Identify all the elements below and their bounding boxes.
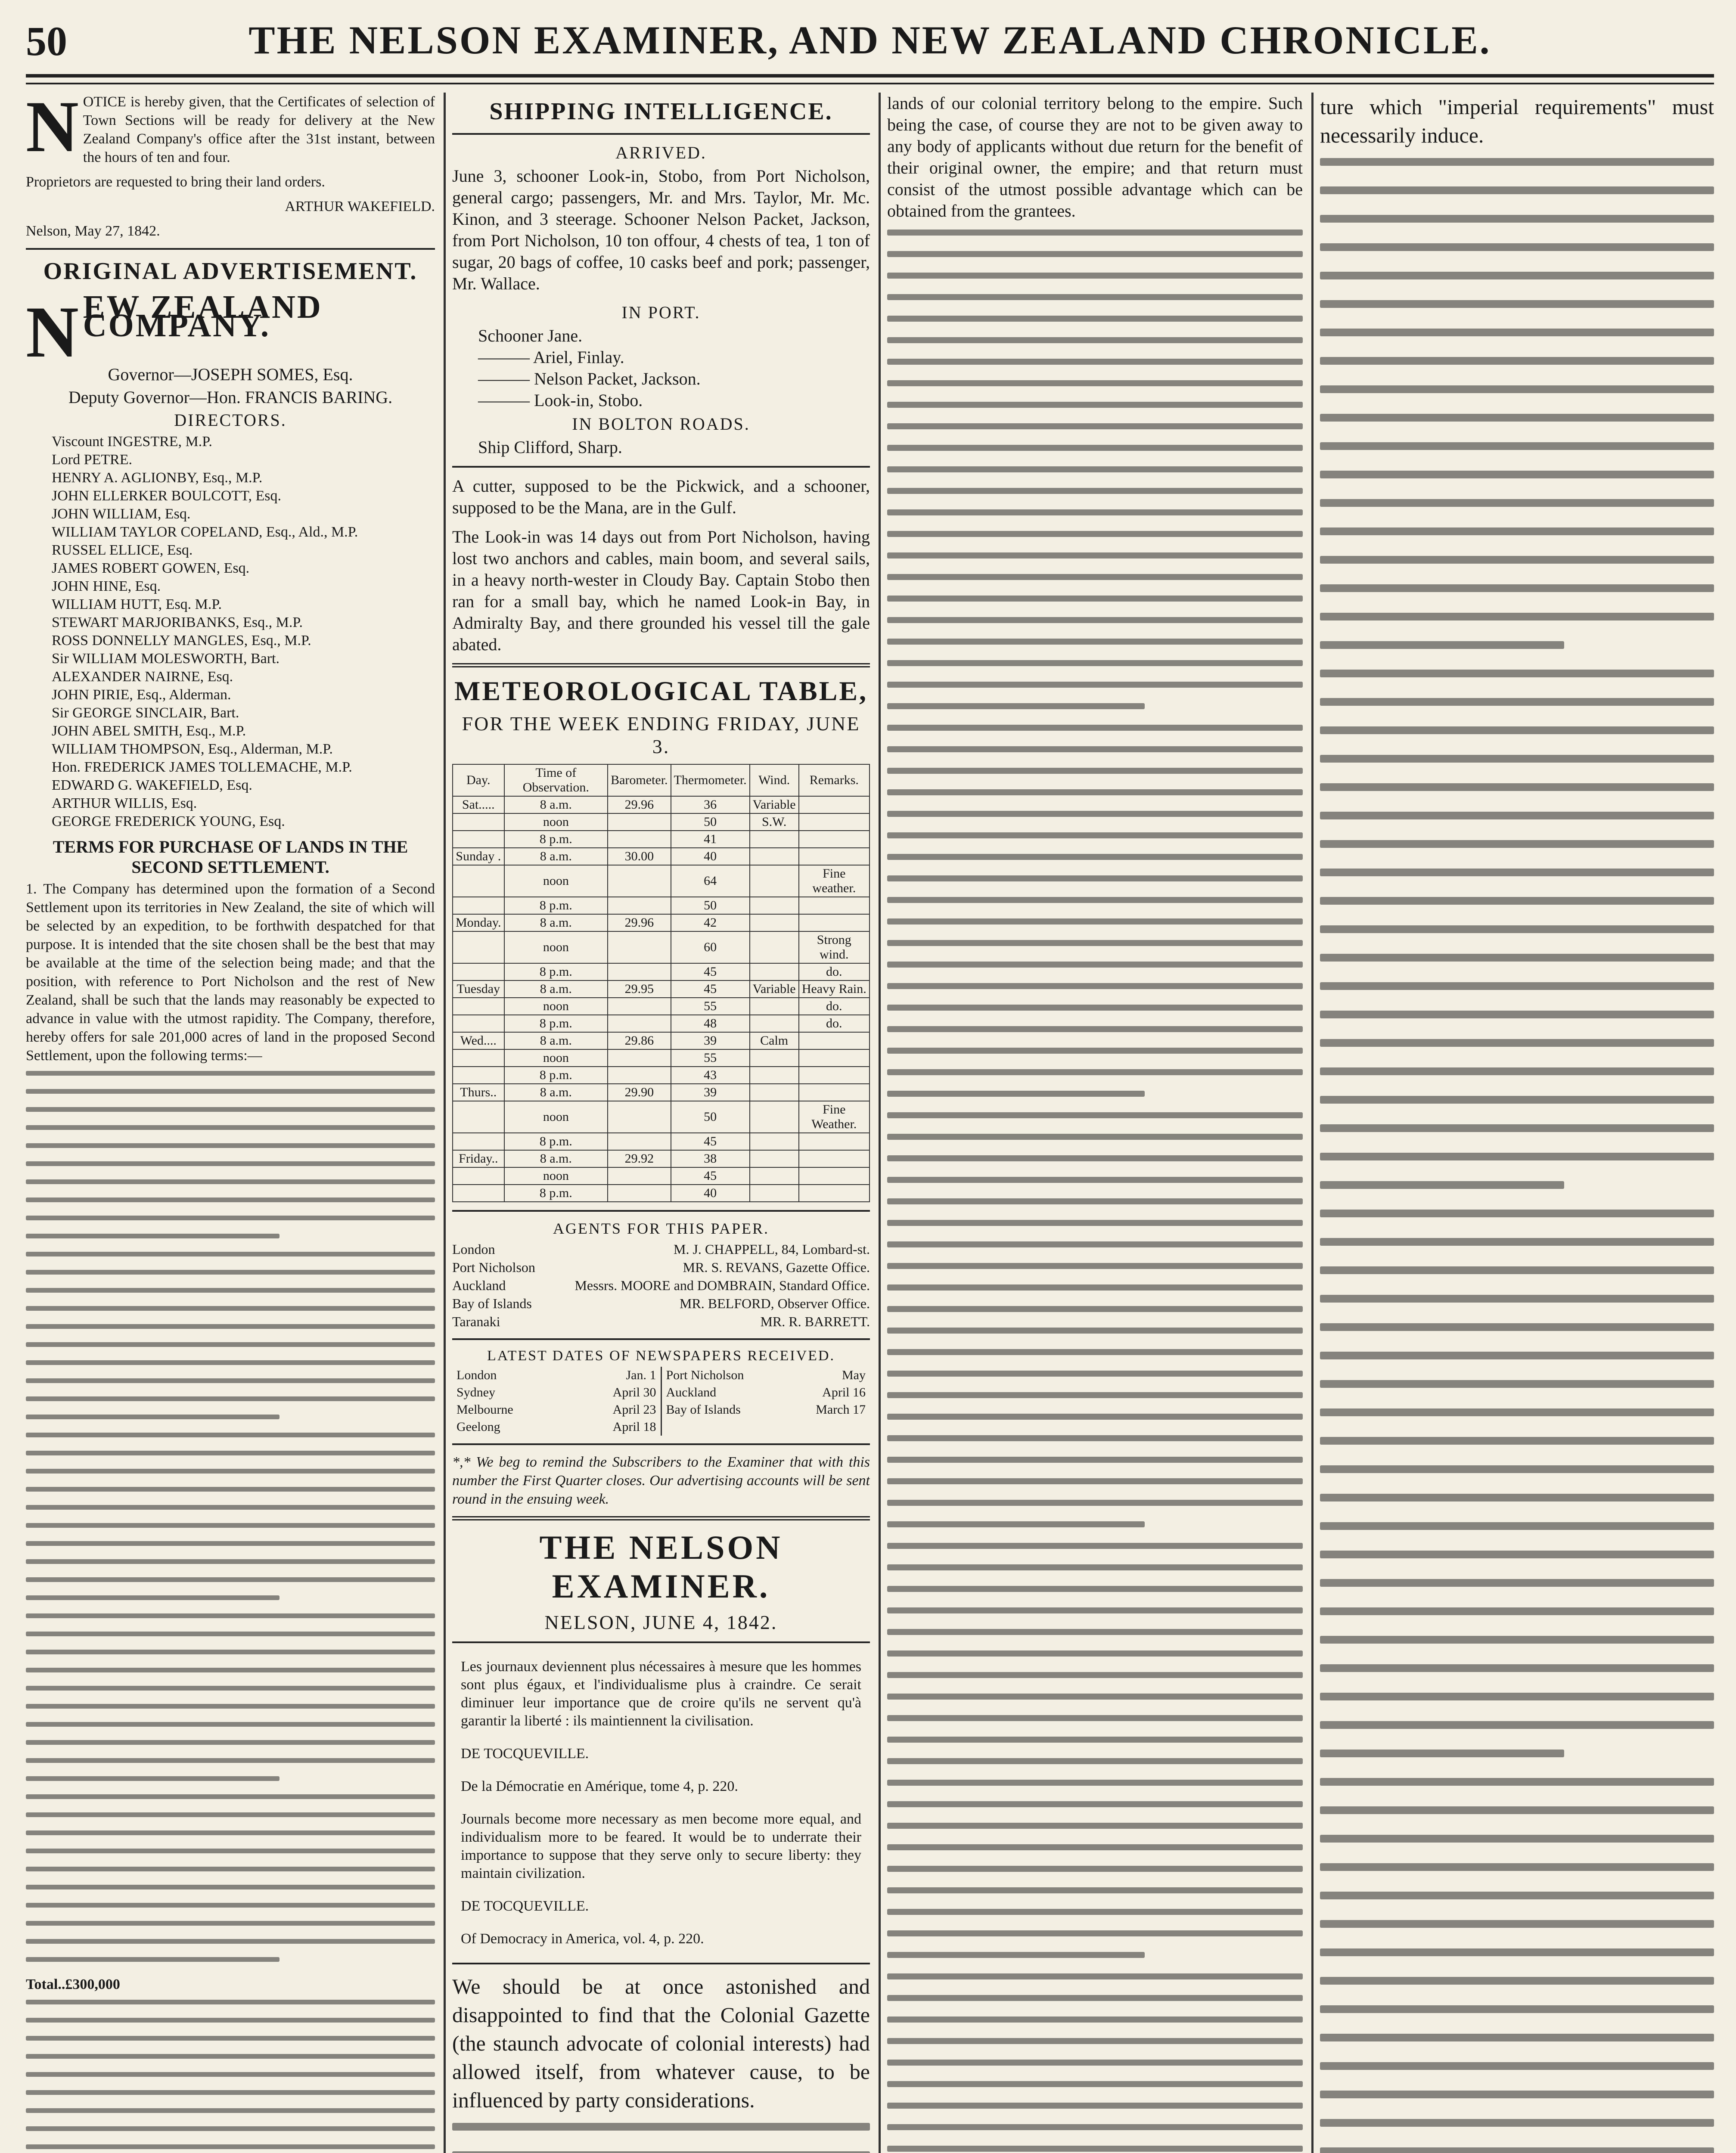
met-cell xyxy=(799,1084,870,1101)
masthead-rule xyxy=(26,74,1714,78)
met-cell: 29.96 xyxy=(608,914,671,931)
met-cell xyxy=(799,831,870,848)
directors-label: DIRECTORS. xyxy=(174,410,287,430)
company-dropcap: N xyxy=(26,292,79,372)
met-cell: 8 p.m. xyxy=(504,1133,608,1150)
agent-row xyxy=(452,1294,870,1312)
conditions-body-placeholder xyxy=(26,2000,435,2153)
date-place: Geelong xyxy=(457,1420,500,1434)
column-3-opening: lands of our colonial territory belong to the empire. Such being the case, of course they are not to be given away to any body of applicants without due return for the benefit of their original owner, the empire; and that return must consist of the utmost possible advantage which can be obtained from the grantees. xyxy=(887,93,1303,220)
met-cell xyxy=(608,1101,671,1133)
met-cell: Fine weather. xyxy=(799,865,870,897)
notice-date: Nelson, May 27, 1842. xyxy=(26,223,160,239)
met-cell xyxy=(799,1133,870,1150)
met-cell xyxy=(453,1133,504,1150)
met-cell: 8 p.m. xyxy=(504,1067,608,1084)
date-value: March 17 xyxy=(816,1402,866,1417)
divider xyxy=(452,133,870,135)
met-cell: 29.95 xyxy=(608,980,671,998)
director-entry: Hon. FREDERICK JAMES TOLLEMACHE, M.P. xyxy=(52,759,352,775)
met-cell: 8 a.m. xyxy=(504,1150,608,1167)
divider xyxy=(452,466,870,468)
met-cell xyxy=(608,1133,671,1150)
met-row xyxy=(453,1185,870,1202)
met-cell: noon xyxy=(504,931,608,963)
in-port-vessel: ——— Nelson Packet, Jackson. xyxy=(478,369,701,388)
tocqueville-source-en: Of Democracy in America, vol. 4, p. 220. xyxy=(461,1931,704,1947)
director-entry: WILLIAM HUTT, Esq. M.P. xyxy=(52,596,222,612)
date-place: Auckland xyxy=(666,1385,717,1399)
editorial-body-placeholder xyxy=(452,2123,870,2153)
director-entry: JOHN PIRIE, Esq., Alderman. xyxy=(52,687,231,703)
editorial-title: THE NELSON EXAMINER. xyxy=(539,1529,783,1605)
met-cell xyxy=(453,931,504,963)
date-row xyxy=(457,1401,656,1418)
divider xyxy=(452,1443,870,1445)
met-row xyxy=(453,1067,870,1084)
met-cell: 55 xyxy=(671,998,750,1015)
arrived-text: June 3, schooner Look-in, Stobo, from Port Nicholson, general cargo; passengers, Mr. and Mrs. Taylor, Mr. Mc. Kinon, and 3 steerage. Schooner Nelson Packet, Jackson, from Port Nicholson, 10 ton offour, 4 chests of tea, 1 ton of sugar, 20 bags of coffee, 10 casks beef and pork; passenger, Mr. Wallace. xyxy=(452,166,870,293)
met-cell: 8 a.m. xyxy=(504,796,608,813)
date-place: Sydney xyxy=(457,1385,495,1399)
met-cell: Friday.. xyxy=(453,1150,504,1167)
column-separator xyxy=(879,93,881,2153)
met-row xyxy=(453,914,870,931)
met-cell xyxy=(799,796,870,813)
column-separator xyxy=(444,93,446,2153)
agent-name: MR. R. BARRETT. xyxy=(760,1314,870,1329)
met-row xyxy=(453,897,870,914)
met-header: Remarks. xyxy=(799,764,870,796)
masthead-rule-thin xyxy=(26,83,1714,84)
agent-place: London xyxy=(452,1241,495,1257)
met-cell xyxy=(750,963,799,980)
agent-place: Taranaki xyxy=(452,1314,500,1329)
met-subheading: FOR THE WEEK ENDING FRIDAY, JUNE 3. xyxy=(462,713,860,757)
met-cell xyxy=(799,813,870,831)
terms-body-placeholder xyxy=(26,1071,435,1962)
met-cell xyxy=(608,1167,671,1185)
met-cell: 29.96 xyxy=(608,796,671,813)
met-cell xyxy=(750,931,799,963)
met-row xyxy=(453,1150,870,1167)
met-cell xyxy=(750,1167,799,1185)
met-cell xyxy=(608,865,671,897)
met-cell xyxy=(608,1185,671,1202)
masthead xyxy=(26,17,1714,82)
met-cell: 42 xyxy=(671,914,750,931)
column-separator xyxy=(1311,93,1314,2153)
met-cell: Variable xyxy=(750,796,799,813)
met-cell xyxy=(750,1067,799,1084)
divider xyxy=(452,1641,870,1643)
governor: Governor—JOSEPH SOMES, Esq. xyxy=(108,365,353,384)
tocqueville-quote-fr: Les journaux deviennent plus nécessaires à mesure que les hommes sont plus égaux, et l'individualisme plus à craindre. Ce serait diminuer leur importance que de croire qu'ils ne servent qu'à garantir la liberté : ils maintiennent la civilisation. xyxy=(461,1659,861,1729)
met-cell xyxy=(608,963,671,980)
agent-place: Bay of Islands xyxy=(452,1296,532,1311)
column-4-opening: ture which "imperial requirements" must necessarily induce. xyxy=(1320,95,1714,147)
met-cell xyxy=(799,1049,870,1067)
met-cell: Strong wind. xyxy=(799,931,870,963)
tocqueville-attr-en: DE TOCQUEVILLE. xyxy=(461,1898,589,1914)
director-entry: Sir WILLIAM MOLESWORTH, Bart. xyxy=(52,651,279,667)
met-cell: 48 xyxy=(671,1015,750,1032)
editorial-date: NELSON, JUNE 4, 1842. xyxy=(544,1611,778,1633)
met-cell: noon xyxy=(504,998,608,1015)
director-entry: WILLIAM TAYLOR COPELAND, Esq., Ald., M.P. xyxy=(52,524,358,540)
met-cell: 45 xyxy=(671,963,750,980)
met-cell xyxy=(799,848,870,865)
met-cell xyxy=(750,865,799,897)
date-row xyxy=(457,1367,656,1384)
met-header: Thermometer. xyxy=(671,764,750,796)
date-row xyxy=(457,1384,656,1401)
original-ad-heading: ORIGINAL ADVERTISEMENT. xyxy=(43,258,418,285)
met-cell: do. xyxy=(799,998,870,1015)
met-cell: 43 xyxy=(671,1067,750,1084)
in-roads-label: IN BOLTON ROADS. xyxy=(572,414,750,434)
met-cell: Fine Weather. xyxy=(799,1101,870,1133)
met-cell: 39 xyxy=(671,1084,750,1101)
met-cell: Wed.... xyxy=(453,1032,504,1049)
met-cell xyxy=(750,1133,799,1150)
met-cell: 40 xyxy=(671,848,750,865)
met-cell: 39 xyxy=(671,1032,750,1049)
met-cell: 29.90 xyxy=(608,1084,671,1101)
director-entry: ARTHUR WILLIS, Esq. xyxy=(52,795,197,811)
met-cell xyxy=(750,1150,799,1167)
director-entry: STEWART MARJORIBANKS, Esq., M.P. xyxy=(52,614,303,630)
terms-paragraph-1: 1. The Company has determined upon the formation of a Second Settlement upon its territories in New Zealand, the site of which will be selected by an expedition, to be forthwith despatched for that purpose. It is intended that the site chosen shall be the best that may be available at the time of the selection being made; and that the position, with reference to Port Nicholson and the rest of New Zealand, shall be such that the lands may reasonably be expected to advance in value with the utmost rapidity. The Company, therefore, hereby offers for sale 201,000 acres of land in the proposed Second Settlement, upon the following terms:— xyxy=(26,881,435,1064)
director-entry: JOHN HINE, Esq. xyxy=(52,578,161,594)
director-entry: GEORGE FREDERICK YOUNG, Esq. xyxy=(52,813,285,829)
met-cell: Sunday . xyxy=(453,848,504,865)
company-heading xyxy=(26,289,435,372)
agent-place: Auckland xyxy=(452,1278,506,1293)
met-row xyxy=(453,1049,870,1067)
met-cell: 8 a.m. xyxy=(504,1032,608,1049)
met-cell: 50 xyxy=(671,813,750,831)
director-entry: RUSSEL ELLICE, Esq. xyxy=(52,542,193,558)
date-value: May xyxy=(842,1368,866,1382)
met-cell xyxy=(608,897,671,914)
met-cell: do. xyxy=(799,963,870,980)
divider xyxy=(26,248,435,250)
met-cell: 8 p.m. xyxy=(504,1185,608,1202)
dates-heading: LATEST DATES OF NEWSPAPERS RECEIVED. xyxy=(487,1348,835,1364)
director-entry: Lord PETRE. xyxy=(52,452,132,468)
met-cell xyxy=(453,897,504,914)
met-cell xyxy=(453,1067,504,1084)
met-cell xyxy=(799,1150,870,1167)
in-port-vessel: ——— Ariel, Finlay. xyxy=(478,347,624,367)
notice-proprietors: Proprietors are requested to bring their land orders. xyxy=(26,174,325,190)
tocqueville-attr-fr: DE TOCQUEVILLE. xyxy=(461,1746,589,1762)
met-cell: 8 a.m. xyxy=(504,980,608,998)
met-row xyxy=(453,963,870,980)
agent-place: Port Nicholson xyxy=(452,1260,535,1275)
met-row xyxy=(453,831,870,848)
met-row xyxy=(453,1101,870,1133)
met-cell xyxy=(799,914,870,931)
met-cell: 8 a.m. xyxy=(504,914,608,931)
date-value: April 18 xyxy=(612,1420,656,1434)
agent-row xyxy=(452,1258,870,1276)
column-4 xyxy=(1320,93,1714,2153)
met-cell: 8 p.m. xyxy=(504,831,608,848)
met-header: Wind. xyxy=(750,764,799,796)
met-row xyxy=(453,848,870,865)
met-cell: 8 p.m. xyxy=(504,897,608,914)
date-row xyxy=(666,1384,866,1401)
notice-paragraph xyxy=(26,93,435,167)
met-row xyxy=(453,980,870,998)
met-cell xyxy=(799,1067,870,1084)
met-cell: noon xyxy=(504,1101,608,1133)
met-cell: Variable xyxy=(750,980,799,998)
met-cell: S.W. xyxy=(750,813,799,831)
met-cell: 60 xyxy=(671,931,750,963)
subscriber-reminder: *,* We beg to remind the Subscribers to the Examiner that with this number the First Quarter closes. Our advertising accounts will be sent round in the ensuing week. xyxy=(452,1454,870,1507)
met-cell xyxy=(750,1015,799,1032)
divider xyxy=(452,1963,870,1964)
dates-table xyxy=(452,1367,870,1436)
met-cell: 41 xyxy=(671,831,750,848)
editorial-opening: We should be at once astonished and disappointed to find that the Colonial Gazette (the staunch advocate of colonial interests) had allowed itself, from whatever cause, to be influenced by party considerations. xyxy=(452,1974,870,2112)
met-cell: Thurs.. xyxy=(453,1084,504,1101)
met-cell xyxy=(750,1101,799,1133)
in-port-label: IN PORT. xyxy=(621,303,701,322)
met-cell: 8 a.m. xyxy=(504,848,608,865)
met-cell xyxy=(799,1167,870,1185)
met-cell: 36 xyxy=(671,796,750,813)
met-cell: 29.86 xyxy=(608,1032,671,1049)
met-cell xyxy=(750,1185,799,1202)
met-cell xyxy=(608,931,671,963)
director-entry: EDWARD G. WAKEFIELD, Esq. xyxy=(52,777,252,793)
met-cell xyxy=(453,831,504,848)
date-place: Melbourne xyxy=(457,1402,513,1417)
director-entry: ALEXANDER NAIRNE, Esq. xyxy=(52,669,233,685)
met-heading: METEOROLOGICAL TABLE, xyxy=(454,676,868,706)
met-cell: Monday. xyxy=(453,914,504,931)
date-place: London xyxy=(457,1368,497,1382)
met-cell: Tuesday xyxy=(453,980,504,998)
met-cell xyxy=(750,831,799,848)
met-header: Barometer. xyxy=(608,764,671,796)
paper-title: THE NELSON EXAMINER, AND NEW ZEALAND CHRONICLE. xyxy=(248,18,1491,62)
director-entry: JOHN ELLERKER BOULCOTT, Esq. xyxy=(52,488,281,504)
met-row xyxy=(453,998,870,1015)
column-3 xyxy=(887,93,1303,2153)
date-value: April 23 xyxy=(612,1402,656,1417)
directors-list xyxy=(26,433,435,831)
met-cell: do. xyxy=(799,1015,870,1032)
director-entry: Viscount INGESTRE, M.P. xyxy=(52,434,212,450)
terms-heading: TERMS FOR PURCHASE OF LANDS IN THE SECOND SETTLEMENT. xyxy=(53,837,408,877)
met-cell xyxy=(608,1015,671,1032)
column-2 xyxy=(452,93,870,2153)
met-row xyxy=(453,813,870,831)
met-row xyxy=(453,1167,870,1185)
date-place: Bay of Islands xyxy=(666,1402,741,1417)
in-port-vessel: Schooner Jane. xyxy=(478,326,583,345)
notice-signature: ARTHUR WAKEFIELD. xyxy=(285,199,435,214)
notice-text: OTICE is hereby given, that the Certificates of selection of Town Sections will be ready for delivery at the New Zealand Company's office after the 31st instant, between the hours of ten and four. xyxy=(83,94,435,165)
met-cell: noon xyxy=(504,813,608,831)
met-cell: 40 xyxy=(671,1185,750,1202)
director-entry: HENRY A. AGLIONBY, Esq., M.P. xyxy=(52,470,263,486)
met-cell: noon xyxy=(504,865,608,897)
date-value: April 30 xyxy=(612,1385,656,1399)
met-cell xyxy=(453,865,504,897)
met-header-row xyxy=(453,764,870,796)
divider xyxy=(452,663,870,667)
met-cell xyxy=(453,813,504,831)
met-cell xyxy=(453,963,504,980)
met-cell: 50 xyxy=(671,897,750,914)
met-cell xyxy=(608,831,671,848)
in-port-vessel: ——— Look-in, Stobo. xyxy=(478,391,643,410)
met-cell: Sat..... xyxy=(453,796,504,813)
met-cell: noon xyxy=(504,1049,608,1067)
met-cell xyxy=(799,1032,870,1049)
met-header: Time of Observation. xyxy=(504,764,608,796)
met-cell xyxy=(453,1101,504,1133)
cutter-text: A cutter, supposed to be the Pickwick, and a schooner, supposed to be the Mana, are in the Gulf. xyxy=(452,476,870,517)
met-cell: 8 p.m. xyxy=(504,1015,608,1032)
met-cell xyxy=(799,1185,870,1202)
met-body xyxy=(453,796,870,1202)
date-value: April 16 xyxy=(822,1385,866,1399)
met-cell xyxy=(453,1015,504,1032)
met-cell xyxy=(453,998,504,1015)
arrived-label: ARRIVED. xyxy=(615,143,707,162)
met-row xyxy=(453,1015,870,1032)
divider xyxy=(452,1338,870,1340)
met-cell xyxy=(750,1049,799,1067)
agent-row xyxy=(452,1312,870,1331)
page-number: 50 xyxy=(26,18,67,64)
agent-name: M. J. CHAPPELL, 84, Lombard-st. xyxy=(674,1241,870,1257)
column-1 xyxy=(26,93,435,2153)
met-cell: Heavy Rain. xyxy=(799,980,870,998)
agent-row xyxy=(452,1276,870,1294)
shipping-heading: SHIPPING INTELLIGENCE. xyxy=(489,98,833,125)
met-cell: 45 xyxy=(671,1133,750,1150)
met-cell: 45 xyxy=(671,1167,750,1185)
director-entry: JAMES ROBERT GOWEN, Esq. xyxy=(52,560,250,576)
met-row xyxy=(453,796,870,813)
date-row xyxy=(666,1401,866,1418)
met-cell: 50 xyxy=(671,1101,750,1133)
met-cell xyxy=(608,998,671,1015)
met-cell: 55 xyxy=(671,1049,750,1067)
lookin-text: The Look-in was 14 days out from Port Nicholson, having lost two anchors and cables, main boom, and several sails, in a heavy north-wester in Cloudy Bay. Captain Stobo then ran for a small bay, which he named Look-in Bay, in Admiralty Bay, and there grounded his vessel till the gale abated. xyxy=(452,527,870,654)
agents-heading: AGENTS FOR THIS PAPER. xyxy=(553,1220,770,1237)
met-cell xyxy=(750,998,799,1015)
met-cell xyxy=(453,1167,504,1185)
tocqueville-source-fr: De la Démocratie en Amérique, tome 4, p. 220. xyxy=(461,1778,738,1794)
total-line: Total..£300,000 xyxy=(26,1976,120,1992)
met-row xyxy=(453,931,870,963)
met-cell: 8 p.m. xyxy=(504,963,608,980)
met-cell: 45 xyxy=(671,980,750,998)
met-cell: noon xyxy=(504,1167,608,1185)
company-name: EW ZEALAND COMPANY. xyxy=(83,289,323,344)
director-entry: JOHN WILLIAM, Esq. xyxy=(52,506,191,522)
agent-name: Messrs. MOORE and DOMBRAIN, Standard Office. xyxy=(575,1278,870,1293)
met-cell: 29.92 xyxy=(608,1150,671,1167)
director-entry: Sir GEORGE SINCLAIR, Bart. xyxy=(52,705,239,721)
date-row xyxy=(666,1367,866,1384)
met-row xyxy=(453,1133,870,1150)
director-entry: ROSS DONNELLY MANGLES, Esq., M.P. xyxy=(52,633,311,648)
met-cell xyxy=(453,1049,504,1067)
met-header: Day. xyxy=(453,764,504,796)
column-4-body-placeholder xyxy=(1320,158,1714,2153)
met-cell: Calm xyxy=(750,1032,799,1049)
met-cell xyxy=(608,1049,671,1067)
deputy-governor: Deputy Governor—Hon. FRANCIS BARING. xyxy=(68,388,393,407)
agents-list xyxy=(452,1240,870,1331)
met-row xyxy=(453,865,870,897)
met-cell xyxy=(608,1067,671,1084)
agent-name: MR. S. REVANS, Gazette Office. xyxy=(683,1260,870,1275)
met-cell: 30.00 xyxy=(608,848,671,865)
director-entry: JOHN ABEL SMITH, Esq., M.P. xyxy=(52,723,246,739)
met-row xyxy=(453,1084,870,1101)
in-roads-vessel: Ship Clifford, Sharp. xyxy=(478,437,622,457)
met-cell xyxy=(750,914,799,931)
met-cell: 64 xyxy=(671,865,750,897)
met-cell xyxy=(750,1084,799,1101)
date-row xyxy=(457,1418,656,1436)
met-cell xyxy=(750,848,799,865)
met-cell: 8 a.m. xyxy=(504,1084,608,1101)
dates-right xyxy=(661,1367,870,1436)
meteorological-table xyxy=(452,764,870,1202)
met-cell xyxy=(453,1185,504,1202)
divider xyxy=(452,1516,870,1520)
met-cell: 38 xyxy=(671,1150,750,1167)
date-place: Port Nicholson xyxy=(666,1368,744,1382)
column-3-body-placeholder xyxy=(887,230,1303,2153)
met-cell xyxy=(750,897,799,914)
met-cell xyxy=(799,897,870,914)
notice-dropcap: N xyxy=(26,93,79,167)
date-value: Jan. 1 xyxy=(626,1368,656,1382)
tocqueville-quote-en: Journals become more necessary as men become more equal, and individualism more to be feared. It would be to underrate their importance to suppose that they serve only to secure liberty: they maintain civilization. xyxy=(461,1811,861,1881)
dates-left xyxy=(452,1367,661,1436)
agent-name: MR. BELFORD, Observer Office. xyxy=(679,1296,870,1311)
met-row xyxy=(453,1032,870,1049)
divider xyxy=(452,1210,870,1212)
director-entry: WILLIAM THOMPSON, Esq., Alderman, M.P. xyxy=(52,741,333,757)
met-cell xyxy=(608,813,671,831)
agent-row xyxy=(452,1240,870,1258)
